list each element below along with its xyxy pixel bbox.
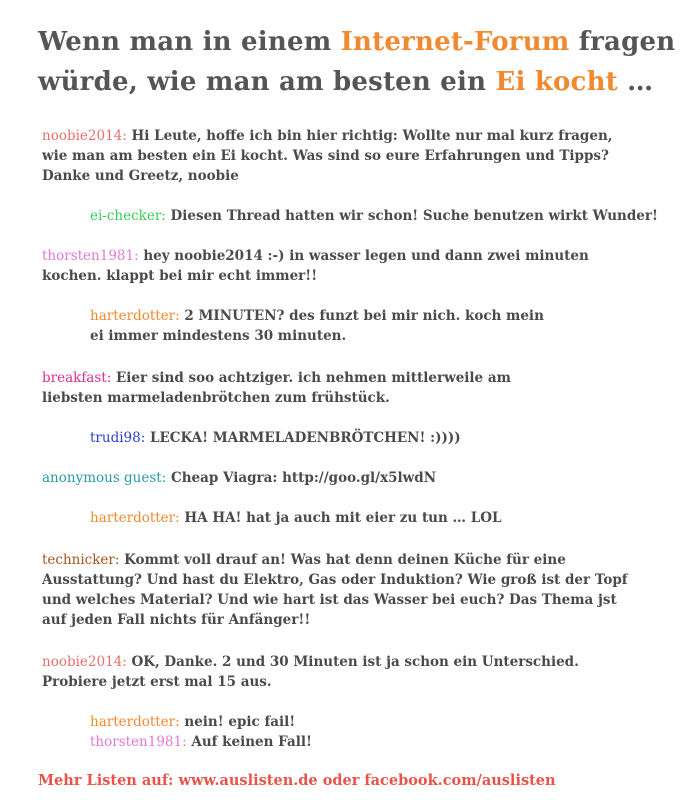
title-part-3: … bbox=[617, 67, 654, 97]
title-part-2: fragen würde, wie man am besten ein bbox=[38, 27, 676, 97]
post-username: thorsten1981: bbox=[42, 248, 139, 264]
forum-post bbox=[90, 732, 650, 752]
post-username: harterdotter: bbox=[90, 714, 180, 730]
post-text: hey noobie2014 :-) in wasser legen und dann zwei minuten kochen. klappt bei mir echt immer!! bbox=[42, 248, 589, 284]
page-title bbox=[38, 22, 678, 102]
forum-post bbox=[42, 368, 562, 408]
post-username: breakfast: bbox=[42, 370, 112, 386]
post-username: thorsten1981: bbox=[90, 734, 187, 750]
post-text: Diesen Thread hatten wir schon! Suche benutzen wirkt Wunder! bbox=[165, 208, 658, 224]
forum-post bbox=[42, 550, 632, 630]
post-text: OK, Danke. 2 und 30 Minuten ist ja schon ein Unterschied. Probiere jetzt erst mal 15 aus. bbox=[42, 654, 579, 690]
post-username: harterdotter: bbox=[90, 510, 180, 526]
post-text: Hi Leute, hoffe ich bin hier richtig: Wollte nur mal kurz fragen, wie man am besten ein Ei kocht. Was sind so eure Erfahrungen und Tipps? Danke und Greetz, noobie bbox=[42, 128, 613, 184]
forum-post bbox=[42, 126, 617, 186]
forum-post bbox=[90, 712, 650, 732]
post-text: Eier sind soo achtziger. ich nehmen mittlerweile am liebsten marmeladenbrötchen zum frühstück. bbox=[42, 370, 511, 406]
forum-post bbox=[90, 508, 650, 528]
forum-post bbox=[42, 468, 642, 488]
post-text: Auf keinen Fall! bbox=[186, 734, 312, 750]
forum-post bbox=[90, 306, 550, 346]
post-text: 2 MINUTEN? des funzt bei mir nich. koch mein ei immer mindestens 30 minuten. bbox=[90, 308, 544, 344]
title-accent-egg: Ei kocht bbox=[495, 67, 618, 97]
forum-post bbox=[90, 428, 650, 448]
title-part-1: Wenn man in einem bbox=[38, 27, 341, 57]
post-text: Cheap Viagra: http://goo.gl/x5lwdN bbox=[166, 470, 437, 486]
post-text: nein! epic fail! bbox=[179, 714, 296, 730]
post-username: noobie2014: bbox=[42, 654, 127, 670]
post-username: harterdotter: bbox=[90, 308, 180, 324]
post-username: anonymous guest: bbox=[42, 470, 167, 486]
post-username: noobie2014: bbox=[42, 128, 127, 144]
footer-link-text: Mehr Listen auf: www.auslisten.de oder facebook.com/auslisten bbox=[38, 772, 556, 789]
forum-post bbox=[42, 652, 617, 692]
post-username: technicker: bbox=[42, 552, 120, 568]
post-username: ei-checker: bbox=[90, 208, 166, 224]
title-accent-forum: Internet-Forum bbox=[340, 27, 570, 57]
forum-post bbox=[42, 246, 617, 286]
forum-post bbox=[90, 206, 670, 226]
post-text: Kommt voll drauf an! Was hat denn deinen Küche für eine Ausstattung? Und hast du Elektro, Gas oder Induktion? Wie groß ist der Topf und welches Material? Und wie hart ist das Wasser bei euch? Das Thema jst auf jeden Fall nichts für Anfänger!! bbox=[42, 552, 628, 628]
post-text: HA HA! hat ja auch mit eier zu tun … LOL bbox=[179, 510, 502, 526]
post-username: trudi98: bbox=[90, 430, 146, 446]
post-text: LECKA! MARMELADENBRÖTCHEN! :)))) bbox=[145, 430, 461, 446]
